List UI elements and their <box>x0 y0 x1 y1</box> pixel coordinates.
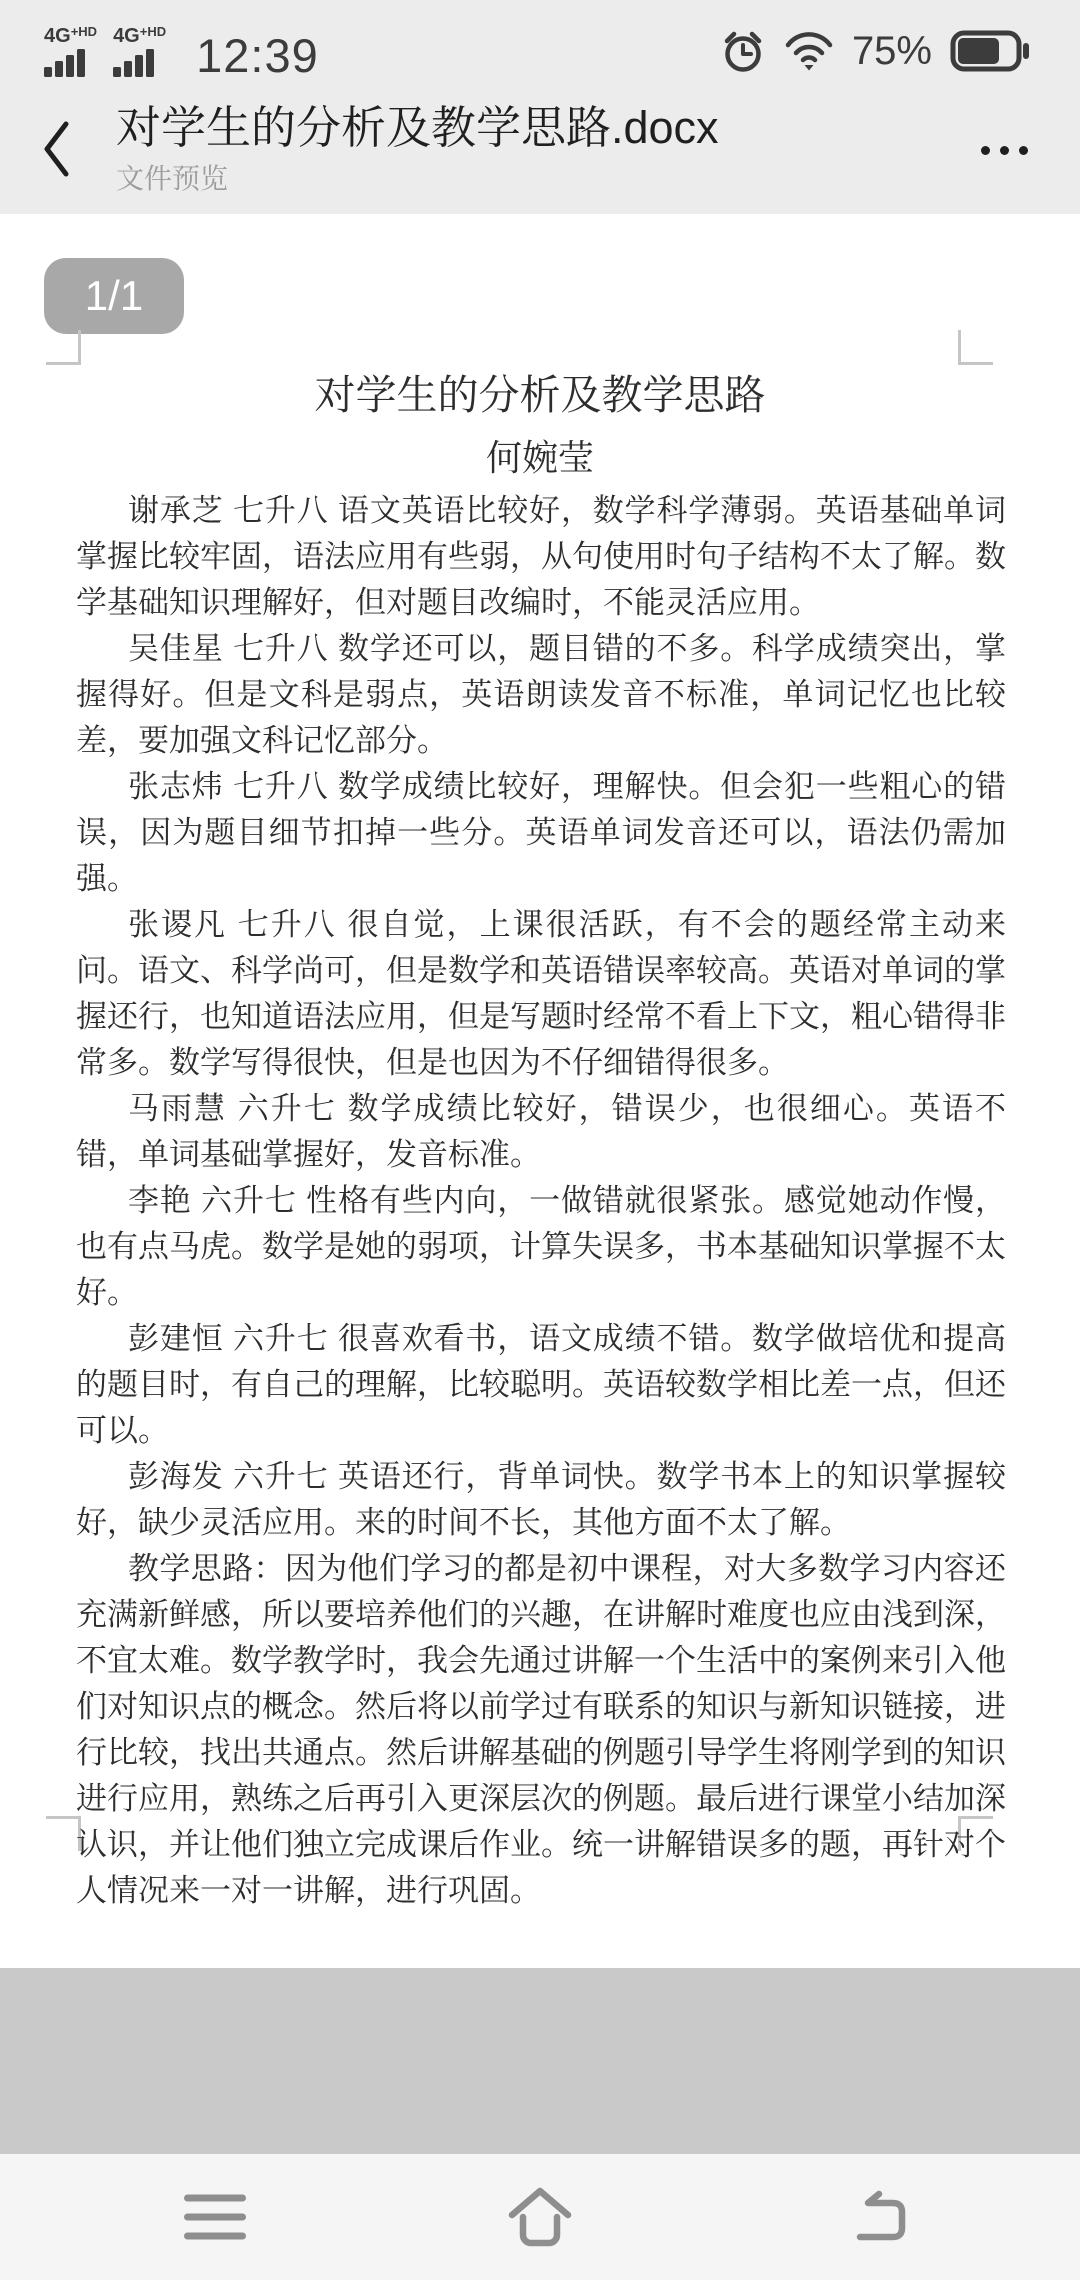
document-preview[interactable] <box>0 214 1080 1968</box>
return-icon <box>848 2188 912 2246</box>
alarm-icon <box>720 28 766 74</box>
paragraph: 张谡凡 七升八 很自觉，上课很活跃，有不会的题经常主动来问。语文、科学尚可，但是数学和英语错误率较高。英语对单词的掌握还行，也知道语法应用，但是写题时经常不看上下文，粗心错得非常多。数学写得很快，但是也因为不仔细错得很多。 <box>76 907 1006 1080</box>
system-nav-bar <box>0 2154 1080 2280</box>
network-type-label: $4G^{+HD}$ <box>113 24 167 47</box>
menu-button[interactable] <box>176 2187 254 2248</box>
more-options-button[interactable] <box>981 136 1028 165</box>
hamburger-menu-icon <box>184 2195 246 2240</box>
wifi-icon <box>784 29 834 73</box>
battery-percent-label: 75% <box>851 28 932 73</box>
back-button[interactable] <box>30 110 82 190</box>
status-time: 12:39 <box>196 29 319 82</box>
preview-background-band <box>0 1968 1080 2154</box>
status-bar <box>0 0 1080 96</box>
document-body <box>76 488 1006 1914</box>
signal-bars-icon <box>113 49 154 77</box>
chevron-left-icon <box>39 118 73 183</box>
page-corner-mark <box>958 330 993 365</box>
back-nav-button[interactable] <box>840 2180 920 2254</box>
paragraph: 彭海发 六升七 英语还行，背单词快。数学书本上的知识掌握较好，缺少灵活应用。来的时间不长，其他方面不太了解。 <box>76 1459 1006 1540</box>
paragraph: 彭建恒 六升七 很喜欢看书，语文成绩不错。数学做培优和提高的题目时，有自己的理解，比较聪明。英语较数学相比差一点，但还可以。 <box>76 1321 1006 1448</box>
page-corner-mark <box>46 330 81 365</box>
paragraph: 谢承芝 七升八 语文英语比较好，数学科学薄弱。英语基础单词掌握比较牢固，语法应用有些弱，从句使用时句子结构不太了解。数学基础知识理解好，但对题目改编时，不能灵活应用。 <box>76 493 1006 620</box>
battery-icon <box>950 30 1032 72</box>
more-dots-icon <box>981 146 1028 155</box>
document-title: 对学生的分析及教学思路 <box>314 372 766 418</box>
page-indicator-badge: 1/1 <box>44 258 184 334</box>
signal-indicator-sim1 <box>44 25 97 77</box>
signal-indicator-sim2 <box>113 25 166 77</box>
signal-bars-icon <box>44 49 85 77</box>
paragraph: 张志炜 七升八 数学成绩比较好，理解快。但会犯一些粗心的错误，因为题目细节扣掉一些分。英语单词发音还可以，语法仍需加强。 <box>76 769 1006 896</box>
document-author: 何婉莹 <box>485 437 594 478</box>
home-button[interactable] <box>496 2176 584 2258</box>
paragraph: 教学思路：因为他们学习的都是初中课程，对大多数学习内容还充满新鲜感，所以要培养他们的兴趣，在讲解时难度也应由浅到深，不宜太难。数学教学时，我会先通过讲解一个生活中的案例来引入他们对知识点的概念。然后将以前学过有联系的知识与新知识链接，进行比较，找出共通点。然后讲解基础的例题引导学生将刚学到的知识进行应用，熟练之后再引入更深层次的例题。最后进行课堂小结加深认识，并让他们独立完成课后作业。统一讲解错误多的题，再针对个人情况来一对一讲解，进行巩固。 <box>76 1551 1006 1908</box>
paragraph: 李艳 六升七 性格有些内向，一做错就很紧张。感觉她动作慢，也有点马虎。数学是她的弱项，计算失误多，书本基础知识掌握不太好。 <box>76 1183 1006 1310</box>
app-header <box>0 96 1080 214</box>
home-icon <box>504 2184 576 2250</box>
paragraph: 马雨慧 六升七 数学成绩比较好，错误少，也很细心。英语不错，单词基础掌握好，发音标准。 <box>76 1091 1006 1172</box>
file-preview-label: 文件预览 <box>116 162 229 194</box>
file-title: 对学生的分析及教学思路.docx <box>116 102 719 154</box>
paragraph: 吴佳星 七升八 数学还可以，题目错的不多。科学成绩突出，掌握得好。但是文科是弱点，英语朗读发音不标准，单词记忆也比较差，要加强文科记忆部分。 <box>76 631 1006 758</box>
network-type-label: $4G^{+HD}$ <box>44 24 98 47</box>
